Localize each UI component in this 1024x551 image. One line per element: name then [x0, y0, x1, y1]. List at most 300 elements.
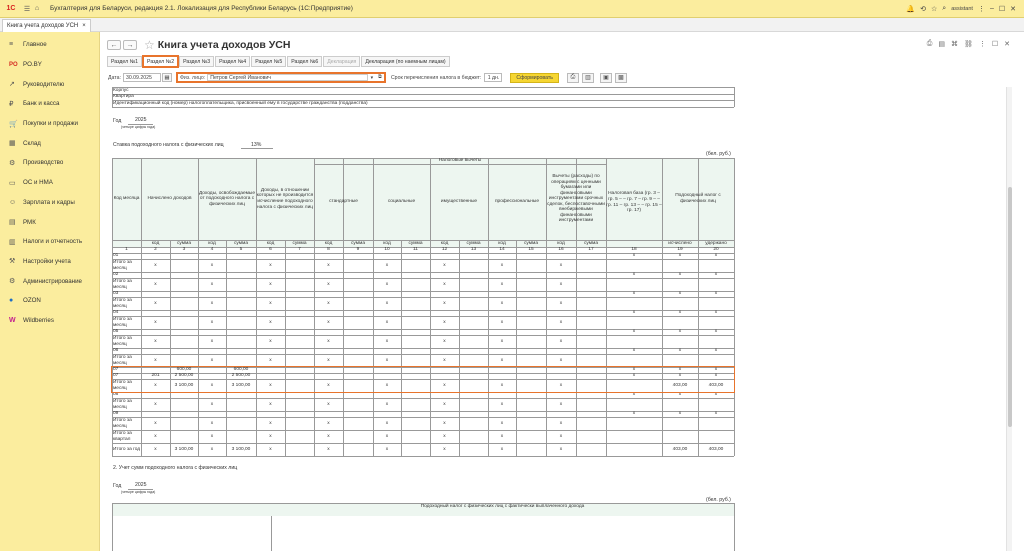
app-title: Бухгалтерия для Беларуси, редакция 2.1. Локализация для Республики Беларусь (1С:Предприятие): [50, 5, 353, 12]
user-name[interactable]: assistant: [951, 5, 973, 12]
subheader-code: код: [266, 240, 275, 246]
x-mark: x: [632, 367, 636, 373]
chain-icon[interactable]: ⛓: [963, 41, 973, 48]
x-mark: x: [678, 291, 682, 297]
assets-icon: ▭: [9, 179, 16, 187]
column-number: 3: [182, 247, 186, 253]
x-mark: x: [327, 319, 330, 325]
total-month-label: Итого за месяц: [113, 336, 132, 347]
scrollbar-thumb[interactable]: [1008, 187, 1012, 427]
open-tabs-bar: [0, 18, 1024, 32]
person-field[interactable]: [177, 73, 385, 82]
sidebar-item-label: Покупки и продажи: [23, 120, 78, 128]
open-tab-label: Книга учета доходов УСН: [7, 23, 79, 29]
sidebar-item-label: Руководителю: [23, 80, 65, 88]
sidebar-item[interactable]: [0, 271, 99, 291]
sidebar-item[interactable]: [0, 232, 99, 252]
income-sum: 2 500,00: [174, 373, 194, 379]
year-hint-2: (четыре цифры года): [121, 490, 156, 494]
subheader-sum: сумма: [176, 240, 191, 246]
section-tabs: [107, 56, 451, 68]
month-code: 06: [113, 348, 119, 354]
sidebar-item-label: Налоги и отчетность: [23, 238, 83, 246]
bottom-table-title: Подоходный налог с физических лиц с фактически выплаченного дохода: [420, 503, 585, 509]
x-mark: x: [559, 382, 563, 388]
close-icon[interactable]: ✕: [1010, 5, 1016, 13]
sidebar-item[interactable]: [0, 94, 99, 114]
toolbar: [108, 72, 627, 83]
grid-line: [576, 240, 577, 456]
sidebar: [0, 32, 100, 551]
favorite-star-icon[interactable]: ☆: [144, 38, 155, 52]
cart-icon: 🛒: [9, 120, 18, 128]
month-code: 01: [113, 253, 119, 259]
column-number: 17: [588, 247, 594, 253]
header-professional: профессиональные: [494, 199, 540, 205]
column-number: 19: [677, 247, 683, 253]
x-mark: x: [714, 392, 718, 398]
sidebar-item[interactable]: [0, 193, 99, 213]
content-area: [101, 32, 1024, 551]
x-mark: x: [269, 401, 272, 407]
column-number: 11: [413, 247, 418, 253]
x-mark: x: [714, 291, 718, 297]
sidebar-item[interactable]: [0, 173, 99, 193]
header-social: социальные: [387, 199, 416, 205]
x-mark: x: [500, 420, 504, 426]
deadline-input[interactable]: [484, 73, 502, 82]
grid-line: [516, 240, 517, 456]
open-icon[interactable]: ⧉: [378, 74, 382, 80]
column-number: 20: [713, 247, 719, 253]
column-number: 8: [327, 247, 330, 253]
calendar-icon[interactable]: ▦: [162, 73, 172, 82]
grid-line: [112, 456, 734, 457]
column-number: 15: [528, 247, 534, 253]
x-mark: x: [559, 357, 563, 363]
x-mark: x: [559, 420, 563, 426]
factory-icon: ⚙: [9, 159, 16, 167]
grid-line: [734, 158, 735, 456]
sidebar-item-label: РМК: [23, 218, 36, 226]
x-mark: x: [327, 446, 330, 452]
sidebar-item[interactable]: [0, 252, 99, 272]
month-code: 09: [113, 411, 119, 417]
column-number: 5: [239, 247, 243, 253]
exempt-year-total: 3 100,00: [231, 446, 251, 452]
section-2-title: 2. Учет сумм подоходного налога с физических лиц: [113, 465, 238, 471]
header-no-calc: Доходы, в отношении которых не производится исчисление подоходного налога с физических лиц: [256, 187, 314, 210]
save-icon[interactable]: ▤: [938, 41, 945, 48]
x-mark: x: [210, 446, 214, 452]
x-mark: x: [269, 382, 272, 388]
total-month-label: Итого за месяц: [113, 399, 132, 410]
header-securities: Вычеты (расходы) по операциям с ценными бумагами или финансовыми инструментами срочных сделок, беспоставочными внебиржевыми финансовыми инструментами: [547, 174, 605, 224]
x-mark: x: [500, 262, 504, 268]
x-mark: x: [154, 262, 157, 268]
column-number: 13: [470, 247, 477, 253]
x-mark: x: [678, 392, 682, 398]
x-mark: x: [327, 433, 330, 439]
maximize-icon[interactable]: ☐: [991, 41, 999, 48]
header-accrued: Начислено доходов: [147, 196, 192, 202]
x-mark: x: [385, 357, 389, 363]
save-icon[interactable]: ▣: [600, 73, 612, 83]
subheader-code: код: [208, 240, 216, 246]
x-mark: x: [632, 272, 636, 278]
month-code: 07: [113, 373, 119, 379]
home-icon[interactable]: ⌂: [34, 5, 40, 12]
forward-button[interactable]: →: [123, 40, 137, 50]
history-icon[interactable]: ⟲: [920, 5, 927, 13]
grid-line: [734, 87, 735, 107]
x-mark: x: [500, 338, 504, 344]
year-value-2: 2025: [135, 482, 147, 488]
column-number: 2: [154, 247, 157, 253]
x-mark: x: [154, 338, 157, 344]
close-icon[interactable]: ✕: [1004, 41, 1010, 48]
table-icon[interactable]: ▥: [582, 73, 594, 83]
x-mark: x: [443, 382, 446, 388]
x-mark: x: [210, 382, 214, 388]
x-mark: x: [385, 446, 389, 452]
x-mark: x: [385, 433, 389, 439]
x-mark: x: [210, 433, 214, 439]
sidebar-item[interactable]: [0, 114, 99, 134]
total-quarter-label: Итого за квартал: [113, 431, 132, 442]
x-mark: x: [327, 300, 330, 306]
excel-icon[interactable]: ▩: [615, 73, 627, 83]
x-mark: x: [210, 357, 214, 363]
header-deductions: Налоговые вычеты: [438, 158, 482, 164]
x-mark: x: [327, 420, 330, 426]
month-code: 05: [113, 329, 119, 335]
back-button[interactable]: ←: [107, 40, 121, 50]
income-code: 201: [151, 373, 160, 379]
grid-line: [170, 240, 171, 456]
info-row: Корпус: [113, 87, 129, 93]
x-mark: x: [210, 300, 214, 306]
subheader-withheld: удержано: [705, 240, 727, 246]
print-icon[interactable]: ⎙: [567, 73, 579, 83]
x-mark: x: [500, 446, 504, 452]
x-mark: x: [443, 319, 446, 325]
x-mark: x: [714, 367, 718, 373]
x-mark: x: [559, 300, 563, 306]
month-code: 07: [113, 367, 119, 373]
x-mark: x: [269, 420, 272, 426]
tab-section-7[interactable]: Декларация: [323, 56, 360, 67]
close-tab-icon[interactable]: ×: [82, 23, 86, 29]
column-number: 9: [356, 247, 360, 253]
x-mark: x: [269, 300, 272, 306]
people-icon: ☺: [9, 198, 17, 206]
x-mark: x: [559, 401, 563, 407]
total-month-label: Итого за месяц: [113, 355, 132, 366]
gear-icon: ⚙: [9, 278, 16, 286]
month-code: 02: [113, 272, 119, 278]
tab-section-6[interactable]: Раздел №6: [287, 56, 322, 67]
x-mark: x: [385, 382, 389, 388]
sidebar-item-label: Главное: [23, 41, 47, 49]
x-mark: x: [500, 433, 504, 439]
tab-section-2[interactable]: Раздел №2: [143, 56, 178, 67]
column-number: 18: [631, 247, 637, 253]
sidebar-item[interactable]: [0, 35, 99, 55]
subheader-sum: сумма: [292, 240, 307, 246]
subheader-sum: сумма: [583, 240, 598, 246]
sidebar-item-label: Склад: [23, 139, 41, 147]
x-mark: x: [443, 446, 446, 452]
total-month-label: Итого за месяц: [113, 418, 132, 429]
tab-section-8[interactable]: Декларация (по наемным лицам): [361, 56, 449, 67]
x-mark: x: [210, 262, 214, 268]
x-mark: x: [385, 319, 389, 325]
sidebar-item[interactable]: [0, 153, 99, 173]
sidebar-item[interactable]: [0, 74, 99, 94]
grid-line: [226, 240, 227, 456]
x-mark: x: [154, 357, 157, 363]
x-mark: x: [154, 319, 157, 325]
x-mark: x: [559, 262, 563, 268]
column-number: 14: [499, 247, 505, 253]
column-number: 1: [125, 247, 128, 253]
x-mark: x: [559, 319, 563, 325]
x-mark: x: [443, 300, 446, 306]
sidebar-item-label: Администрирование: [23, 277, 83, 285]
x-mark: x: [154, 433, 157, 439]
x-mark: x: [327, 281, 330, 287]
x-mark: x: [714, 411, 718, 417]
x-mark: x: [678, 310, 682, 316]
x-mark: x: [385, 281, 389, 287]
sidebar-item-label: Настройки учета: [23, 257, 71, 265]
total-year-label: Итого за год: [113, 446, 141, 452]
grid-line: [401, 240, 402, 456]
tab-section-1[interactable]: Раздел №1: [107, 56, 142, 67]
subheader-calculated: исчислено: [668, 240, 692, 246]
tab-section-3[interactable]: Раздел №3: [179, 56, 214, 67]
register-icon: ▤: [9, 219, 16, 227]
x-mark: x: [385, 420, 389, 426]
x-mark: x: [500, 382, 504, 388]
search-icon[interactable]: ⌕: [942, 4, 947, 12]
column-number: 6: [269, 247, 272, 253]
x-mark: x: [154, 382, 157, 388]
grid-line: [734, 503, 735, 551]
july-highlight: [111, 366, 735, 393]
subheader-sum: сумма: [350, 240, 365, 246]
sidebar-item[interactable]: [0, 55, 99, 75]
x-mark: x: [385, 338, 389, 344]
grid-line: [343, 240, 344, 456]
x-mark: x: [714, 373, 718, 379]
tab-section-5[interactable]: Раздел №5: [251, 56, 286, 67]
info-row: Идентификационный код (номер) налогоплательщика, присвоенный ему в государстве гражданства (подданства): [113, 100, 368, 106]
print-icon[interactable]: ⎙: [926, 40, 933, 47]
x-mark: x: [632, 411, 636, 417]
date-input[interactable]: [123, 73, 161, 82]
income-year-total: 3 100,00: [174, 446, 194, 452]
exempt-sum: 2 500,00: [231, 373, 251, 379]
x-mark: x: [443, 357, 446, 363]
title-bar: [0, 0, 1024, 18]
more-icon[interactable]: ⋮: [977, 5, 985, 13]
chart-icon: ↗: [9, 81, 15, 89]
sidebar-item-label: ОС и НМА: [23, 179, 53, 187]
grid-line: [112, 107, 734, 108]
person-label: Физ. лицо:: [179, 74, 206, 81]
total-month-label: Итого за месяц: [113, 317, 132, 328]
wb-logo: W: [9, 316, 16, 324]
month-code: 03: [113, 291, 119, 297]
x-mark: x: [269, 433, 272, 439]
x-mark: x: [385, 401, 389, 407]
x-mark: x: [443, 401, 446, 407]
subheader-code: код: [324, 240, 333, 246]
x-mark: x: [154, 420, 157, 426]
x-mark: x: [559, 446, 563, 452]
x-mark: x: [269, 262, 272, 268]
x-mark: x: [714, 253, 718, 259]
sidebar-item[interactable]: [0, 291, 99, 311]
sidebar-item[interactable]: [0, 133, 99, 153]
x-mark: x: [632, 310, 636, 316]
sidebar-item-label: PO.BY: [23, 61, 42, 69]
x-mark: x: [632, 291, 636, 297]
total-month-label: Итого за месяц: [113, 380, 132, 391]
info-row: Квартира: [113, 94, 134, 100]
x-mark: x: [632, 253, 636, 259]
x-mark: x: [327, 401, 330, 407]
link-icon[interactable]: ⌘: [950, 41, 958, 48]
x-mark: x: [559, 433, 563, 439]
x-mark: x: [714, 348, 718, 354]
exempt-total: 3 100,00: [231, 382, 251, 388]
subheader-sum: сумма: [408, 240, 423, 246]
x-mark: x: [269, 338, 272, 344]
tax-calculated: 403,00: [672, 382, 688, 388]
x-mark: x: [714, 272, 718, 278]
minimize-icon[interactable]: –: [989, 5, 994, 12]
x-mark: x: [678, 329, 682, 335]
income-total: 3 100,00: [174, 382, 194, 388]
page-title: Книга учета доходов УСН: [157, 39, 291, 51]
subheader-sum: сумма: [466, 240, 481, 246]
header-code-month: Код месяца: [113, 196, 140, 202]
deadline-label: Срок перечисления налога в бюджет:: [390, 74, 482, 81]
date-label: Дата:: [108, 74, 121, 81]
rate-label: Ставка подоходного налога с физических лиц: [113, 142, 224, 148]
subheader-code: код: [557, 240, 565, 246]
x-mark: x: [500, 300, 504, 306]
vertical-scrollbar[interactable]: [1006, 87, 1012, 551]
subheader-code: код: [383, 240, 391, 246]
sidebar-item-label: Банк и касса: [23, 100, 60, 108]
x-mark: x: [678, 253, 682, 259]
x-mark: x: [678, 411, 682, 417]
year-value: 2025: [135, 117, 147, 123]
total-month-label: Итого за месяц: [113, 260, 132, 271]
x-mark: x: [632, 373, 636, 379]
header-taxbase: Налоговая база (гр. 3 – гр. 5 – – гр. 7 – гр. 9 – – гр. 11 – гр. 13 – – гр. 15 – гр. 17): [606, 191, 662, 214]
x-mark: x: [385, 300, 389, 306]
x-mark: x: [269, 357, 272, 363]
x-mark: x: [269, 281, 272, 287]
month-code: 04: [113, 310, 119, 316]
month-code: 08: [113, 392, 119, 398]
x-mark: x: [678, 272, 682, 278]
x-mark: x: [559, 281, 563, 287]
x-mark: x: [154, 281, 157, 287]
star-icon[interactable]: ☆: [931, 5, 938, 13]
dropdown-arrow-icon[interactable]: ▾: [370, 74, 374, 81]
poby-logo: PO: [9, 61, 18, 68]
units-label-2: (бел. руб.): [706, 497, 731, 503]
x-mark: x: [210, 401, 214, 407]
year-label: Год: [113, 118, 122, 124]
x-mark: x: [210, 338, 214, 344]
person-value[interactable]: Петров Сергей Иванович: [207, 74, 368, 81]
x-mark: x: [714, 310, 718, 316]
header-property: имущественные: [440, 199, 478, 205]
maximize-icon[interactable]: ☐: [998, 5, 1006, 13]
x-mark: x: [500, 401, 504, 407]
x-mark: x: [443, 433, 446, 439]
sidebar-item[interactable]: [0, 212, 99, 232]
report-spreadsheet: [101, 87, 1006, 551]
total-month-label: Итого за месяц: [113, 279, 132, 290]
subheader-sum: сумма: [233, 240, 248, 246]
menu-icon[interactable]: ☰: [23, 5, 31, 13]
x-mark: x: [269, 446, 272, 452]
tax-icon: ▥: [9, 238, 16, 246]
bell-icon[interactable]: 🔔: [906, 5, 916, 13]
more-icon[interactable]: ⋮: [978, 41, 986, 48]
menu-icon: ≡: [9, 41, 14, 49]
x-mark: x: [500, 281, 504, 287]
generate-button[interactable]: Сформировать: [510, 73, 559, 83]
bank-icon: ₽: [9, 100, 14, 108]
column-number: 4: [210, 247, 214, 253]
tax-withheld: 403,00: [708, 382, 724, 388]
tab-section-4[interactable]: Раздел №4: [215, 56, 250, 67]
header-standard: стандартные: [329, 199, 358, 205]
1c-logo: 1С: [6, 5, 16, 12]
x-mark: x: [210, 319, 214, 325]
date-value: 30.09.2025: [125, 74, 152, 81]
x-mark: x: [500, 357, 504, 363]
sidebar-item[interactable]: [0, 311, 99, 331]
header-exempt: Доходы, освобождаемые от подоходного налога с физических лиц: [198, 190, 256, 207]
x-mark: x: [678, 348, 682, 354]
grid-line: [241, 148, 273, 149]
x-mark: x: [327, 262, 330, 268]
grid-line: [459, 240, 460, 456]
units-label: (бел. руб.): [706, 151, 731, 157]
total-month-label: Итого за месяц: [113, 298, 132, 309]
subheader-code: код: [440, 240, 449, 246]
column-number: 7: [298, 247, 301, 253]
x-mark: x: [678, 373, 682, 379]
x-mark: x: [443, 262, 446, 268]
year-hint: (четыре цифры года): [121, 125, 156, 129]
x-mark: x: [210, 420, 214, 426]
open-tab[interactable]: [2, 19, 91, 32]
column-number: 16: [558, 247, 564, 253]
deadline-value: 1 дн.: [487, 74, 500, 81]
x-mark: x: [385, 262, 389, 268]
